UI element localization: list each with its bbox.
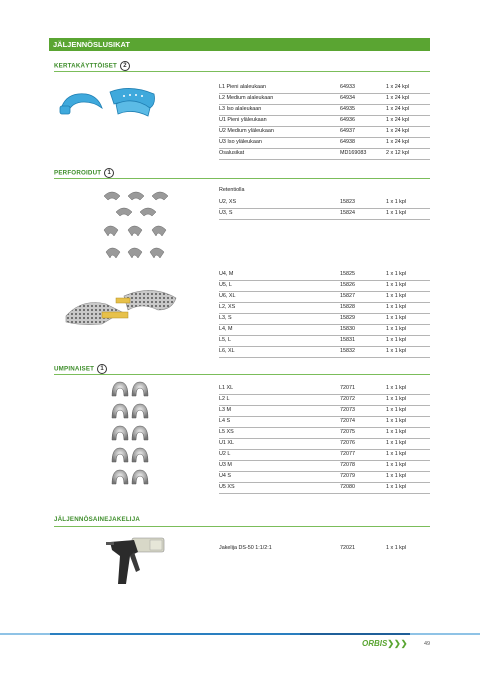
section-title-kerta bbox=[54, 61, 130, 71]
table-row: Osalusikat MD169083 2 x 12 kpl bbox=[219, 148, 430, 160]
orbis-logo-text: ORBIS bbox=[362, 639, 388, 648]
table-row: L1 XL 72071 1 x 1 kpl bbox=[219, 383, 430, 395]
table-row: U1 Pieni yläleukaan 64936 1 x 24 kpl bbox=[219, 115, 430, 127]
footer-stripe bbox=[0, 630, 480, 640]
table-row: U1 XL 72076 1 x 1 kpl bbox=[219, 438, 430, 450]
table-row: U3 M 72078 1 x 1 kpl bbox=[219, 460, 430, 472]
section-title-umpinaiset-label: UMPINAISET bbox=[54, 365, 95, 373]
table-row: L3, S 15829 1 x 1 kpl bbox=[219, 313, 430, 325]
reusable-symbol-icon: 1 bbox=[97, 364, 107, 374]
table-row: L3 Iso alaleukaan 64935 1 x 24 kpl bbox=[219, 104, 430, 116]
table-row: L4 S 72074 1 x 1 kpl bbox=[219, 416, 430, 428]
orbis-logo bbox=[362, 639, 407, 648]
solid-trays-image bbox=[108, 380, 152, 494]
table-row: L2 Medium alaleukaan 64934 1 x 24 kpl bbox=[219, 93, 430, 105]
table-row: Jakelija DS-50 1:1/2:1 72021 1 x 1 kpl bbox=[219, 545, 407, 551]
section-title-umpinaiset bbox=[54, 364, 107, 374]
table-row: L2, XS 15828 1 x 1 kpl bbox=[219, 302, 430, 314]
section-title-jakelu: JÄLJENNÖSAINEJAKELIJA bbox=[54, 516, 141, 523]
table-row: L1 Pieni alaleukaan 64933 1 x 24 kpl bbox=[219, 82, 430, 94]
perforated-tray-closeup-image bbox=[62, 284, 180, 330]
table-row: U5, L 15826 1 x 1 kpl bbox=[219, 280, 430, 292]
table-row: L6, XL 15832 1 x 1 kpl bbox=[219, 346, 430, 358]
table-row: U2, XS 15823 1 x 1 kpl bbox=[219, 197, 430, 209]
table-row: U5 XS 72080 1 x 1 kpl bbox=[219, 482, 430, 494]
page-number: 49 bbox=[424, 641, 431, 647]
single-use-symbol-icon: 2 bbox=[120, 61, 130, 71]
perfo-subtitle: Retentiolla bbox=[219, 187, 245, 193]
table-row: U3 Iso yläleukaan 64938 1 x 24 kpl bbox=[219, 137, 430, 149]
table-row: L5, L 15831 1 x 1 kpl bbox=[219, 335, 430, 347]
table-row: U2 Medium yläleukaan 64937 1 x 24 kpl bbox=[219, 126, 430, 138]
disposable-trays-image bbox=[58, 86, 160, 120]
table-row: U2 L 72077 1 x 1 kpl bbox=[219, 449, 430, 461]
table-row: L5 XS 72075 1 x 1 kpl bbox=[219, 427, 430, 439]
table-row: L2 L 72072 1 x 1 kpl bbox=[219, 394, 430, 406]
table-row: U4, M 15825 1 x 1 kpl bbox=[219, 269, 430, 281]
section-title-perforoidut-label: PERFOROIDUT bbox=[54, 169, 102, 177]
table-row: L4, M 15830 1 x 1 kpl bbox=[219, 324, 430, 336]
table-row: U4 S 72079 1 x 1 kpl bbox=[219, 471, 430, 483]
page-banner: JÄLJENNÖSLUSIKAT bbox=[49, 38, 430, 51]
table-row: U6, XL 15827 1 x 1 kpl bbox=[219, 291, 430, 303]
table-row: L3 M 72073 1 x 1 kpl bbox=[219, 405, 430, 417]
section-divider bbox=[54, 374, 430, 375]
section-divider bbox=[54, 178, 430, 179]
reusable-symbol-icon: 1 bbox=[104, 168, 114, 178]
section-title-perforoidut bbox=[54, 168, 114, 178]
dispenser-gun-image bbox=[104, 530, 168, 588]
section-divider bbox=[54, 71, 430, 72]
table-row: U3, S 15824 1 x 1 kpl bbox=[219, 208, 430, 220]
section-divider bbox=[54, 526, 430, 527]
perforated-trays-grid-image bbox=[100, 186, 172, 268]
section-title-kerta-label: KERTAKÄYTTÖISET bbox=[54, 62, 118, 70]
chevrons-icon: ❯❯❯ bbox=[387, 639, 408, 648]
